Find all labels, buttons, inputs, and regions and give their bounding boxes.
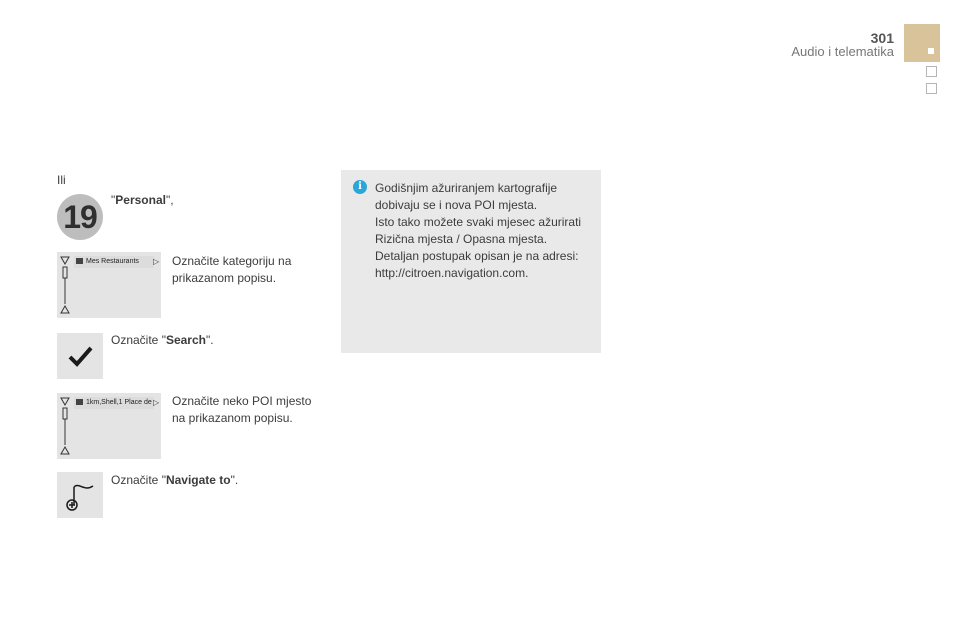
navigate-flag-icon [57,472,103,518]
select-category-line1: Označite kategoriju na [172,254,292,268]
arrow-right-icon: ▷ [153,257,160,266]
checkmark-icon [57,333,103,379]
chapter-tab-box [926,83,937,94]
ili-label: Ili [57,173,66,187]
info-icon: i [353,180,367,194]
info-url: http://citroen.navigation.com. [375,266,529,280]
info-line: Detaljan postupak opisan je na adresi: [375,249,579,263]
chapter-tab-box [926,66,937,77]
step-badge [57,194,103,240]
screen-restaurants-list [57,252,161,318]
select-poi-line1: Označite neko POI mjesto [172,394,312,408]
personal-instruction: "Personal", [111,193,174,207]
page-number: 301 [870,30,894,46]
menu-row-restaurants: Mes Restaurants [74,256,154,268]
select-poi-line2: na prikazanom popisu. [172,411,293,425]
key-navigate [57,472,103,518]
key-checkmark [57,333,103,379]
folder-icon [76,258,83,264]
scroll-bar-icon [60,256,70,314]
info-line: dobivaju se i nova POI mjesta. [375,198,538,212]
step-number: 19 [63,199,97,235]
screen-poi-list [57,393,161,459]
select-navigate-instruction: Označite "Navigate to". [111,473,239,487]
info-line: Rizična mjesta / Opasna mjesta. [375,232,548,246]
menu-row-poi: 1km,Shell,1 Place de [74,397,154,409]
section-title: Audio i telematika [791,44,894,59]
arrow-right-icon: ▷ [153,398,160,407]
chapter-tab-marker [904,24,940,62]
select-category-line2: prikazanom popisu. [172,271,277,285]
select-search-instruction: Označite "Search". [111,333,214,347]
info-line: Godišnjim ažuriranjem kartografije [375,181,558,195]
info-line: Isto tako možete svaki mjesec ažurirati [375,215,582,229]
scroll-bar-icon [60,397,70,455]
poi-icon [76,399,83,405]
